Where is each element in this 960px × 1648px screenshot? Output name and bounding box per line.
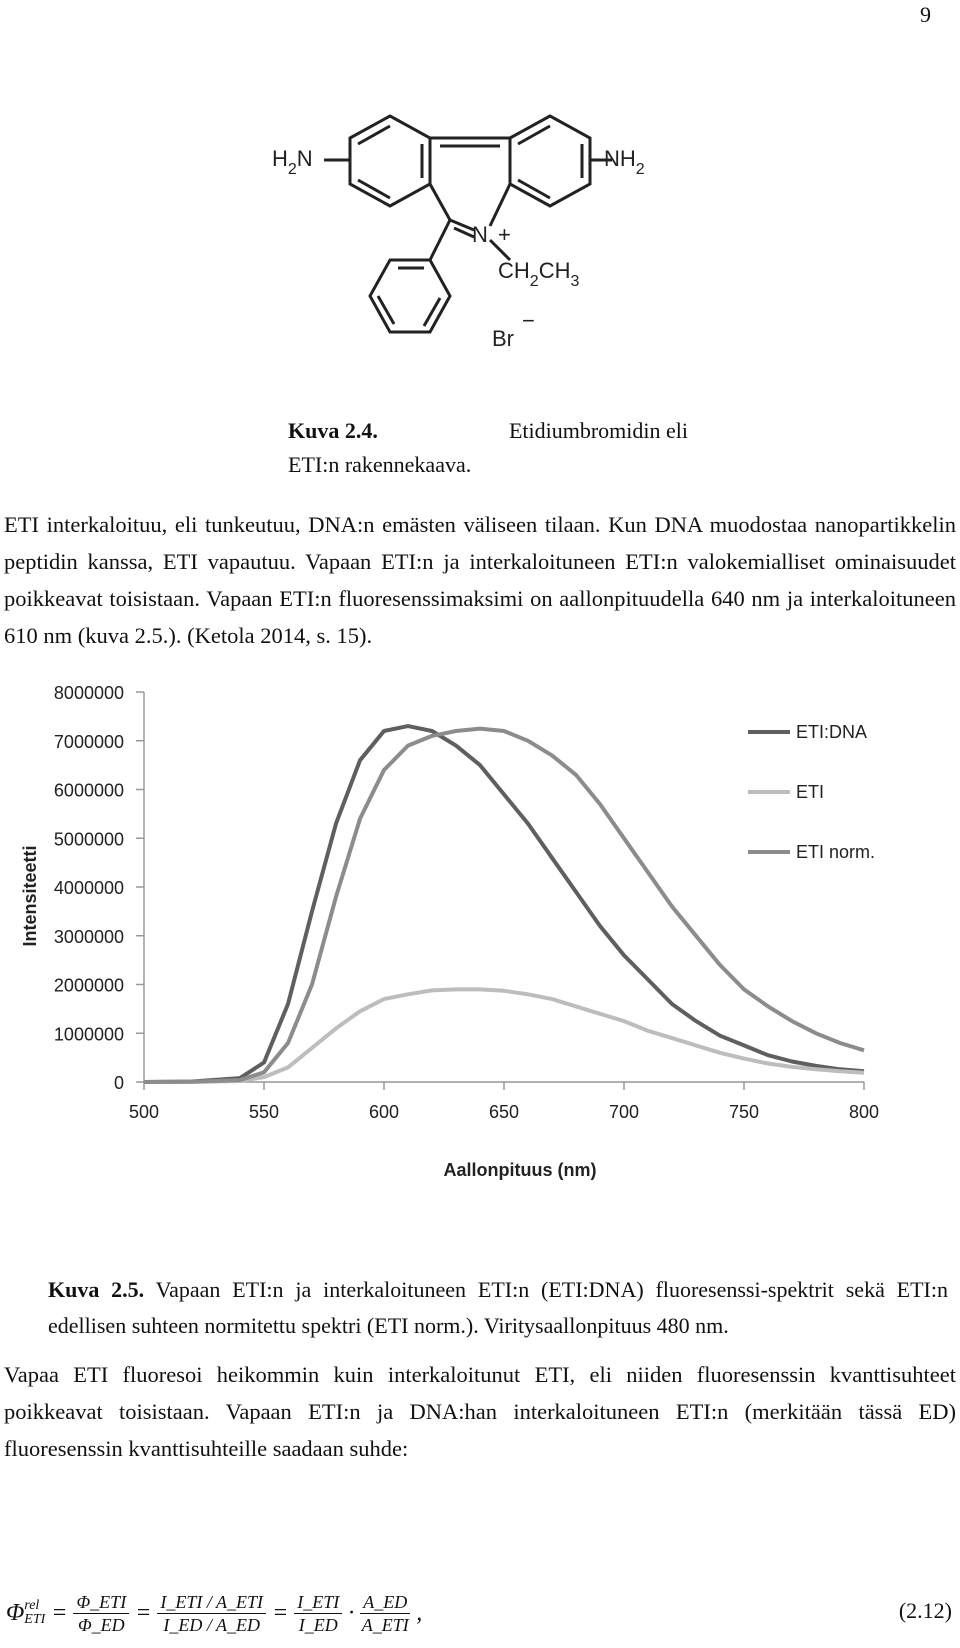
x-tick-label: 750 [728, 1102, 760, 1122]
x-tick-label: 650 [488, 1102, 520, 1122]
equation-number: (2.12) [898, 1598, 952, 1623]
positive-charge: + [498, 222, 511, 247]
legend-label-0: ETI:DNA [796, 722, 868, 742]
eq-f2-den: I_ED / A_ED [163, 1614, 261, 1635]
y-tick-label: 1000000 [53, 1024, 124, 1045]
fluorescence-spectrum-chart [0, 660, 960, 1260]
eq-lhs-sub: ETI [24, 1612, 46, 1627]
chart-lines [144, 726, 864, 1082]
eq-f2-num: I_ETI / A_ETI [157, 1591, 266, 1614]
ethyl-label: $CH_2CH_3$ [498, 258, 580, 290]
caption-text-line1: Etidiumbromidin eli [508, 418, 688, 443]
bromide-label: Br [492, 326, 514, 351]
series-line-0 [144, 726, 864, 1082]
x-tick-label: 500 [128, 1102, 160, 1122]
eq-f1-den: Φ_ED [77, 1614, 125, 1635]
left-benzene-ring [350, 116, 430, 206]
paragraph-2: Vapaa ETI fluoresoi heikommin kuin interkaloitunut ETI, eli niiden fluoresenssin kvanttisuhteet poikkeavat toisistaan. Vapaan ETI:n ja DNA:han interkaloituneen ETI:n (merkitään tässä ED) fluoresenssin kvanttisuhteille saadaan suhde: [4, 1362, 956, 1461]
equation-2-12: Φ rel ETI = $\frac{\text{Φ\_ETI}}{\Phi\_ED}$ = $\frac{\text{I\_ETI / A\_ETI}}{I\_ED / A\_ED}$ = $\frac{\text{I\_ETI}}{I\_ED}$ · $\frac{A\_ED}{\text{A\_ETI}}$ , (2.12) [6, 1591, 952, 1635]
caption2-label: Kuva 2.5. [48, 1277, 145, 1302]
eq-f3-num: I_ETI [294, 1591, 342, 1614]
y-tick-label: 6000000 [53, 780, 124, 801]
bromide-charge: − [522, 308, 535, 333]
legend-label-1: ETI [796, 782, 825, 802]
y-tick-label: 8000000 [53, 683, 124, 703]
left-amine-label: $H_2N$ [272, 146, 313, 178]
y-axis-title: Intensiteetti [20, 845, 40, 947]
phenyl-ring [370, 260, 450, 332]
y-tick-label: 3000000 [53, 926, 124, 947]
nitrogen-label: N [472, 222, 488, 247]
x-tick-label: 800 [848, 1102, 880, 1122]
x-tick-label: 700 [608, 1102, 640, 1122]
y-tick-label: 4000000 [53, 878, 124, 898]
right-amine-label: $NH_2$ [604, 146, 645, 178]
eq-f4-num: A_ED [360, 1591, 410, 1614]
eq-f1-num: Φ_ETI [73, 1591, 129, 1614]
caption-text-line2: ETI:n rakennekaava. [288, 452, 472, 477]
x-tick-label: 550 [248, 1102, 280, 1122]
caption-label: Kuva 2.4. [288, 418, 378, 443]
series-line-2 [144, 729, 864, 1082]
eq-lhs-sup: rel [24, 1598, 40, 1613]
eq-f4-den: A_ETI [361, 1614, 409, 1635]
chart-axes [20, 683, 879, 1180]
y-tick-label: 5000000 [53, 829, 124, 850]
paragraph-1: ETI interkaloituu, eli tunkeutuu, DNA:n emästen väliseen tilaan. Kun DNA muodostaa nanopartikkelin peptidin kanssa, ETI vapautuu. Vapaan ETI:n ja interkaloituneen ETI:n valokemialliset ominaisuudet poikkeavat toisistaan. Vapaan ETI:n fluoresenssimaksimi on aallonpituudella 640 nm ja interkaloituneen 610 nm (kuva 2.5.). (Ketola 2014, s. 15). [4, 512, 956, 648]
x-axis-title: Aallonpituus (nm) [443, 1160, 597, 1180]
caption2-text: Vapaan ETI:n ja interkaloituneen ETI:n (ETI:DNA) fluoresenssi-spektrit sekä ETI:n edellisen suhteen normitettu spektri (ETI norm.). Viritysaallonpituus 480 nm. [48, 1277, 948, 1338]
x-tick-label: 600 [368, 1102, 400, 1122]
figure-caption-2-5 [48, 1272, 948, 1344]
right-benzene-ring [510, 116, 590, 206]
eq-lhs: Φ [6, 1599, 25, 1626]
eq-f3-den: I_ED [298, 1614, 338, 1635]
figure-caption-2-4 [288, 414, 708, 482]
ethidium-bromide-structure [270, 100, 670, 360]
y-tick-label: 2000000 [53, 975, 124, 996]
y-tick-label: 7000000 [53, 731, 124, 752]
chart-legend [748, 722, 875, 862]
page-number: 9 [920, 2, 931, 27]
legend-label-2: ETI norm. [796, 842, 876, 862]
y-tick-label: 0 [113, 1073, 124, 1093]
